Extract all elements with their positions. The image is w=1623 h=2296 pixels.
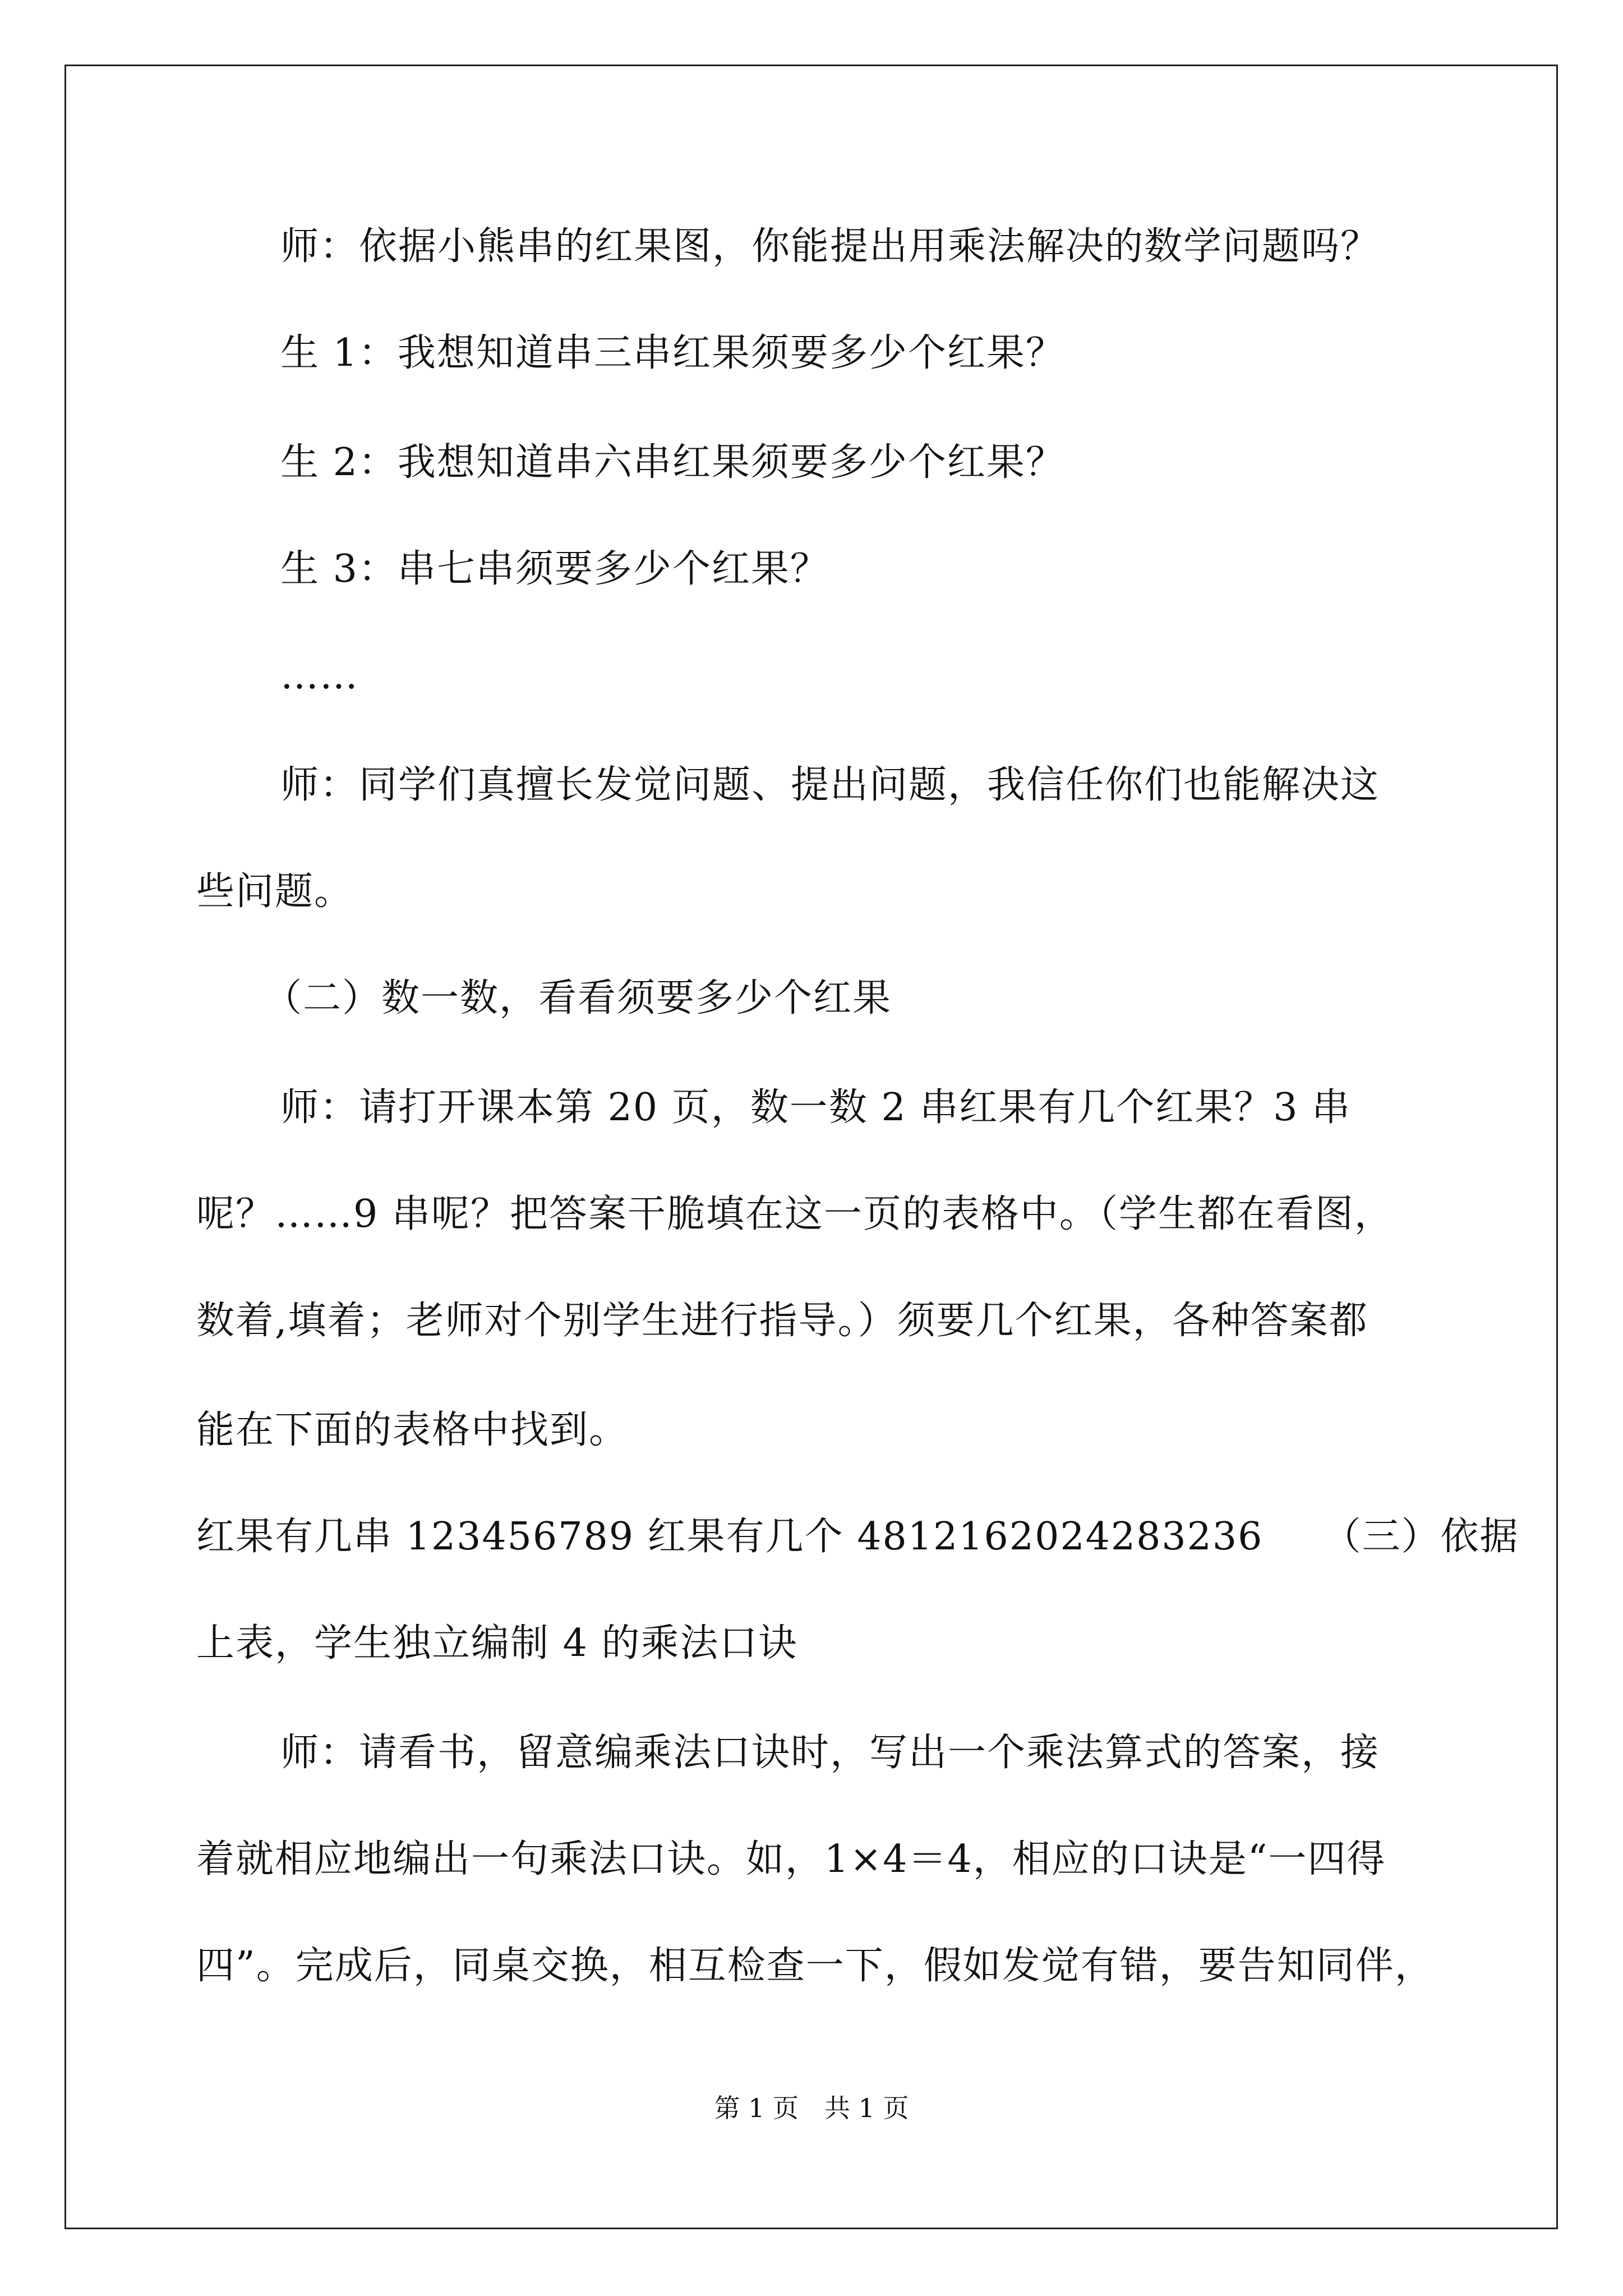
text-line-15: 师：请看书，留意编乘法口诀时，写出一个乘法算式的答案，接 <box>280 1731 1380 1775</box>
text-line-2: 生 1：我想知道串三串红果须要多少个红果？ <box>280 331 1065 375</box>
text-line-table-row: 红果有几串 123456789 红果有几个 4812162024283236 （三）依据 <box>196 1515 1519 1559</box>
text-line-17: 四”。完成后，同桌交换，相互检查一下，假如发觉有错，要告知同伴， <box>196 1944 1434 1988</box>
text-line-12: 能在下面的表格中找到。 <box>196 1408 629 1452</box>
text-line-ellipsis: …… <box>280 654 359 698</box>
text-line-10: 呢？……9 串呢？把答案干脆填在这一页的表格中。（学生都在看图， <box>196 1192 1394 1236</box>
page-number-footer: 第 1 页 共 1 页 <box>714 2093 909 2123</box>
text-line-16: 着就相应地编出一句乘法口诀。如，1×4＝4，相应的口诀是“一四得 <box>196 1837 1386 1881</box>
section-heading-2: （二）数一数，看看须要多少个红果 <box>264 976 892 1020</box>
text-line-3: 生 2：我想知道串六串红果须要多少个红果？ <box>280 440 1065 485</box>
text-line-14: 上表，学生独立编制 4 的乘法口诀 <box>196 1621 798 1665</box>
text-line-6: 师：同学们真擅长发觉问题、提出问题，我信任你们也能解决这 <box>280 763 1380 807</box>
text-line-7: 些问题。 <box>196 869 354 914</box>
page-border <box>64 65 1558 2229</box>
text-line-11: 数着,填着；老师对个别学生进行指导。）须要几个红果，各种答案都 <box>196 1299 1368 1343</box>
text-line-1: 师：依据小熊串的红果图，你能提出用乘法解决的数学问题吗？ <box>280 224 1380 269</box>
text-line-4: 生 3：串七串须要多少个红果？ <box>280 547 829 591</box>
text-line-9: 师：请打开课本第 20 页，数一数 2 串红果有几个红果？3 串 <box>280 1085 1352 1130</box>
